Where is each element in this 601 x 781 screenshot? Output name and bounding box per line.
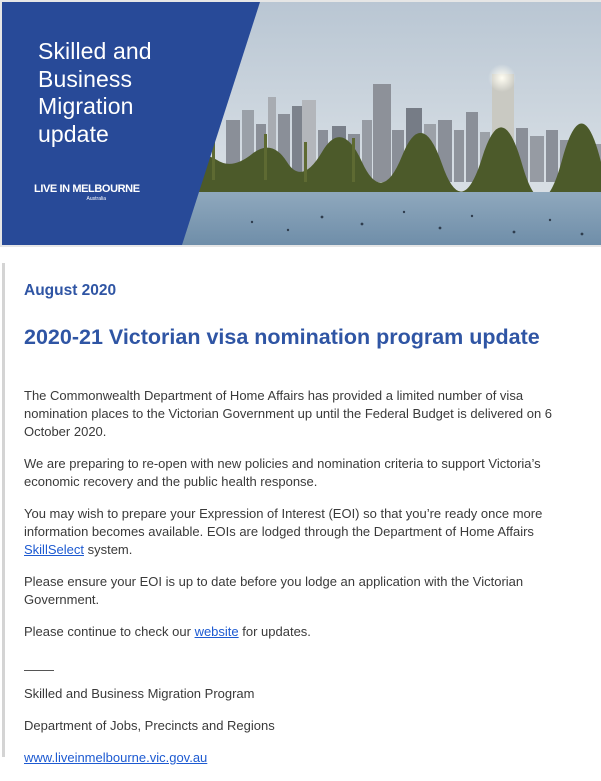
signature-program: Skilled and Business Migration Program [24, 686, 255, 701]
paragraph-5 [24, 623, 584, 641]
signature-website-link[interactable]: www.liveinmelbourne.vic.gov.au [24, 750, 208, 765]
newsletter-content [2, 263, 601, 765]
banner-title-line-4: update [38, 120, 109, 147]
signature-divider [24, 670, 54, 671]
website-link[interactable]: website [194, 624, 239, 639]
issue-date: August 2020 [24, 282, 117, 299]
paragraph-5-text: Please continue to check our [24, 624, 195, 639]
skillselect-link[interactable]: SkillSelect [24, 542, 84, 557]
paragraph-3 [24, 505, 584, 559]
sun-glare [488, 64, 516, 92]
signature-url-line [24, 749, 584, 767]
paragraph-4: Please ensure your EOI is up to date before you lodge an application with the Victorian Government. [24, 574, 524, 607]
banner-title [38, 38, 152, 148]
paragraph-5-tail: for updates. [238, 624, 311, 639]
paragraph-2: We are preparing to re-open with new policies and nomination criteria to support Victoria’s economic recovery and the public health response. [24, 456, 541, 489]
paragraph-3-tail: system. [83, 542, 133, 557]
lake-water [182, 192, 601, 245]
paragraph-1: The Commonwealth Department of Home Affairs has provided a limited number of visa nomination places to the Victorian Government up until the Federal Budget is delivered on 6 October 2020. [24, 388, 553, 439]
article-body [24, 387, 584, 781]
article-title: 2020-21 Victorian visa nomination program update [24, 325, 540, 349]
logo-subtext: Australia [86, 196, 106, 202]
logo-text: LIVE IN MELBOURNE [34, 183, 140, 195]
banner-title-line-2: Business [38, 65, 133, 92]
banner-title-line-3: Migration [38, 93, 134, 119]
paragraph-3-text: You may wish to prepare your Expression of Interest (EOI) so that you’re ready once more information becomes available. EOIs are lodged through the Department of Home Affairs [24, 506, 543, 539]
banner-image [2, 2, 601, 245]
header-banner [0, 0, 601, 247]
banner-title-line-1: Skilled and [38, 38, 152, 64]
live-in-melbourne-logo [34, 183, 144, 202]
signature-department: Department of Jobs, Precincts and Regions [24, 718, 275, 733]
